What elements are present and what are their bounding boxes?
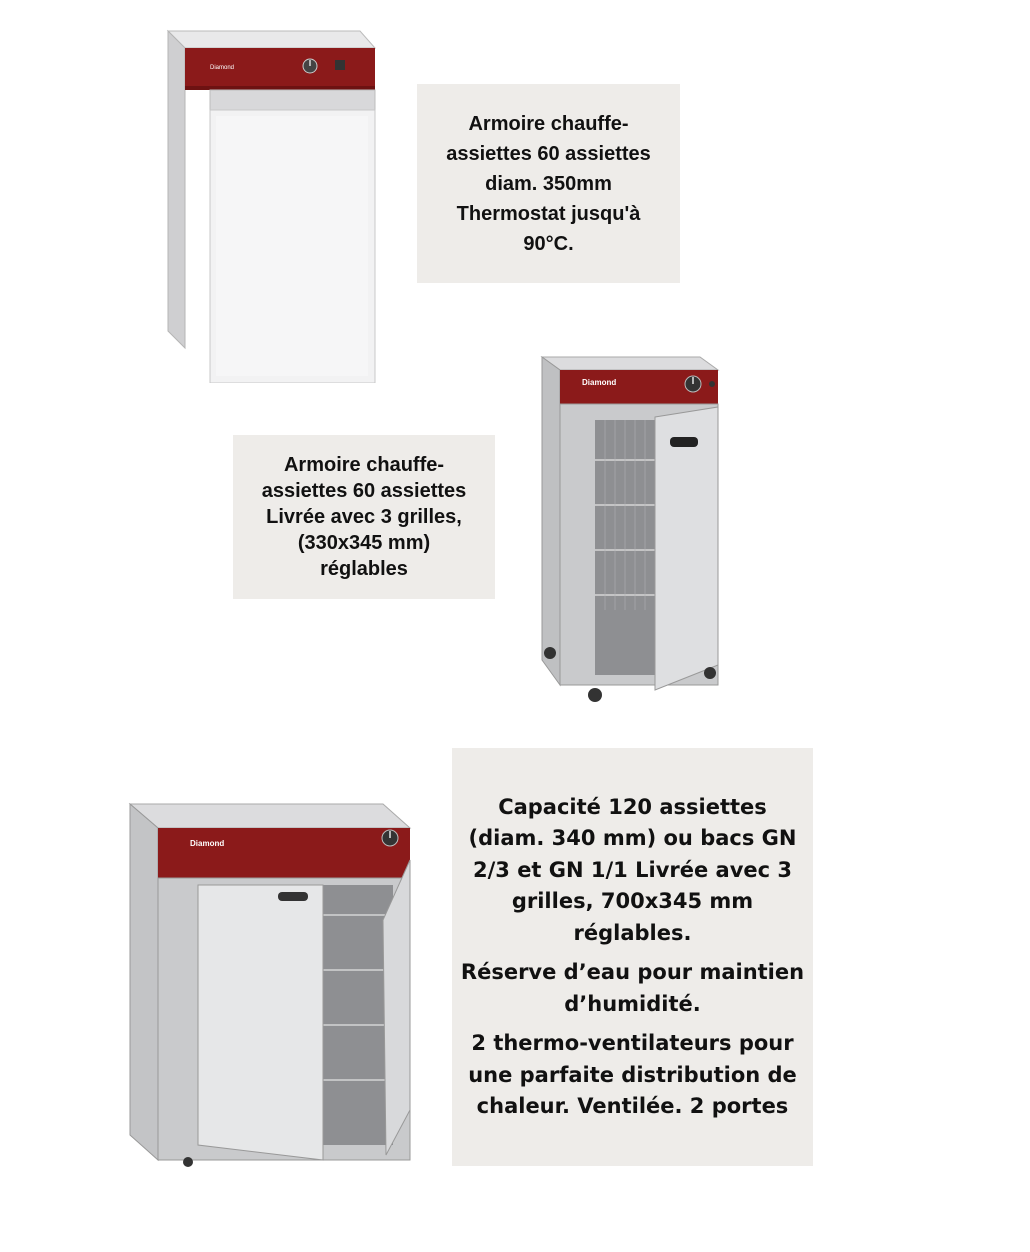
desc-2-line-2: assiettes 60 assiettes [261, 480, 467, 502]
desc-2-line-3: Livrée avec 3 grilles, [266, 506, 462, 528]
product-image-3 [128, 800, 418, 1172]
desc-3-paragraph-2: Réserve d’eau pour maintien d’humidité. [460, 960, 805, 1016]
desc-1-line-3: diam. 350mm [485, 172, 612, 195]
desc-3-paragraph-1: Capacité 120 assiettes (diam. 340 mm) ou bacs GN 2/3 et GN 1/1 Livrée avec 3 grilles, 700x345 mm réglables. [468, 794, 797, 945]
desc-2-line-4: (330x345 mm) [297, 532, 431, 554]
desc-3-paragraph-3: 2 thermo-ventilateurs pour une parfaite distribution de chaleur. Ventilée. 2 portes [468, 1031, 797, 1118]
brand-logo-3: Diamond [190, 839, 225, 848]
product-image-2 [540, 355, 730, 720]
desc-1-line-2: assiettes 60 assiettes [446, 142, 651, 165]
product-description-3 [452, 748, 813, 1166]
product-description-2 [233, 435, 495, 599]
desc-2-line-1: Armoire chauffe- [283, 454, 445, 476]
cabinet-two-doors-illustration [128, 800, 418, 1172]
product-description-1 [417, 84, 680, 283]
desc-1-line-4: Thermostat jusqu'à [456, 202, 641, 225]
brand-logo-1: Diamond [210, 65, 235, 71]
desc-2-line-5: réglables [320, 558, 408, 580]
cabinet-closed-illustration [160, 28, 380, 383]
brand-logo-2: Diamond [582, 378, 617, 387]
product-image-1 [160, 28, 380, 383]
desc-1-line-5: 90°C. [523, 232, 574, 255]
cabinet-open-illustration [540, 355, 730, 720]
desc-1-line-1: Armoire chauffe- [468, 112, 629, 135]
